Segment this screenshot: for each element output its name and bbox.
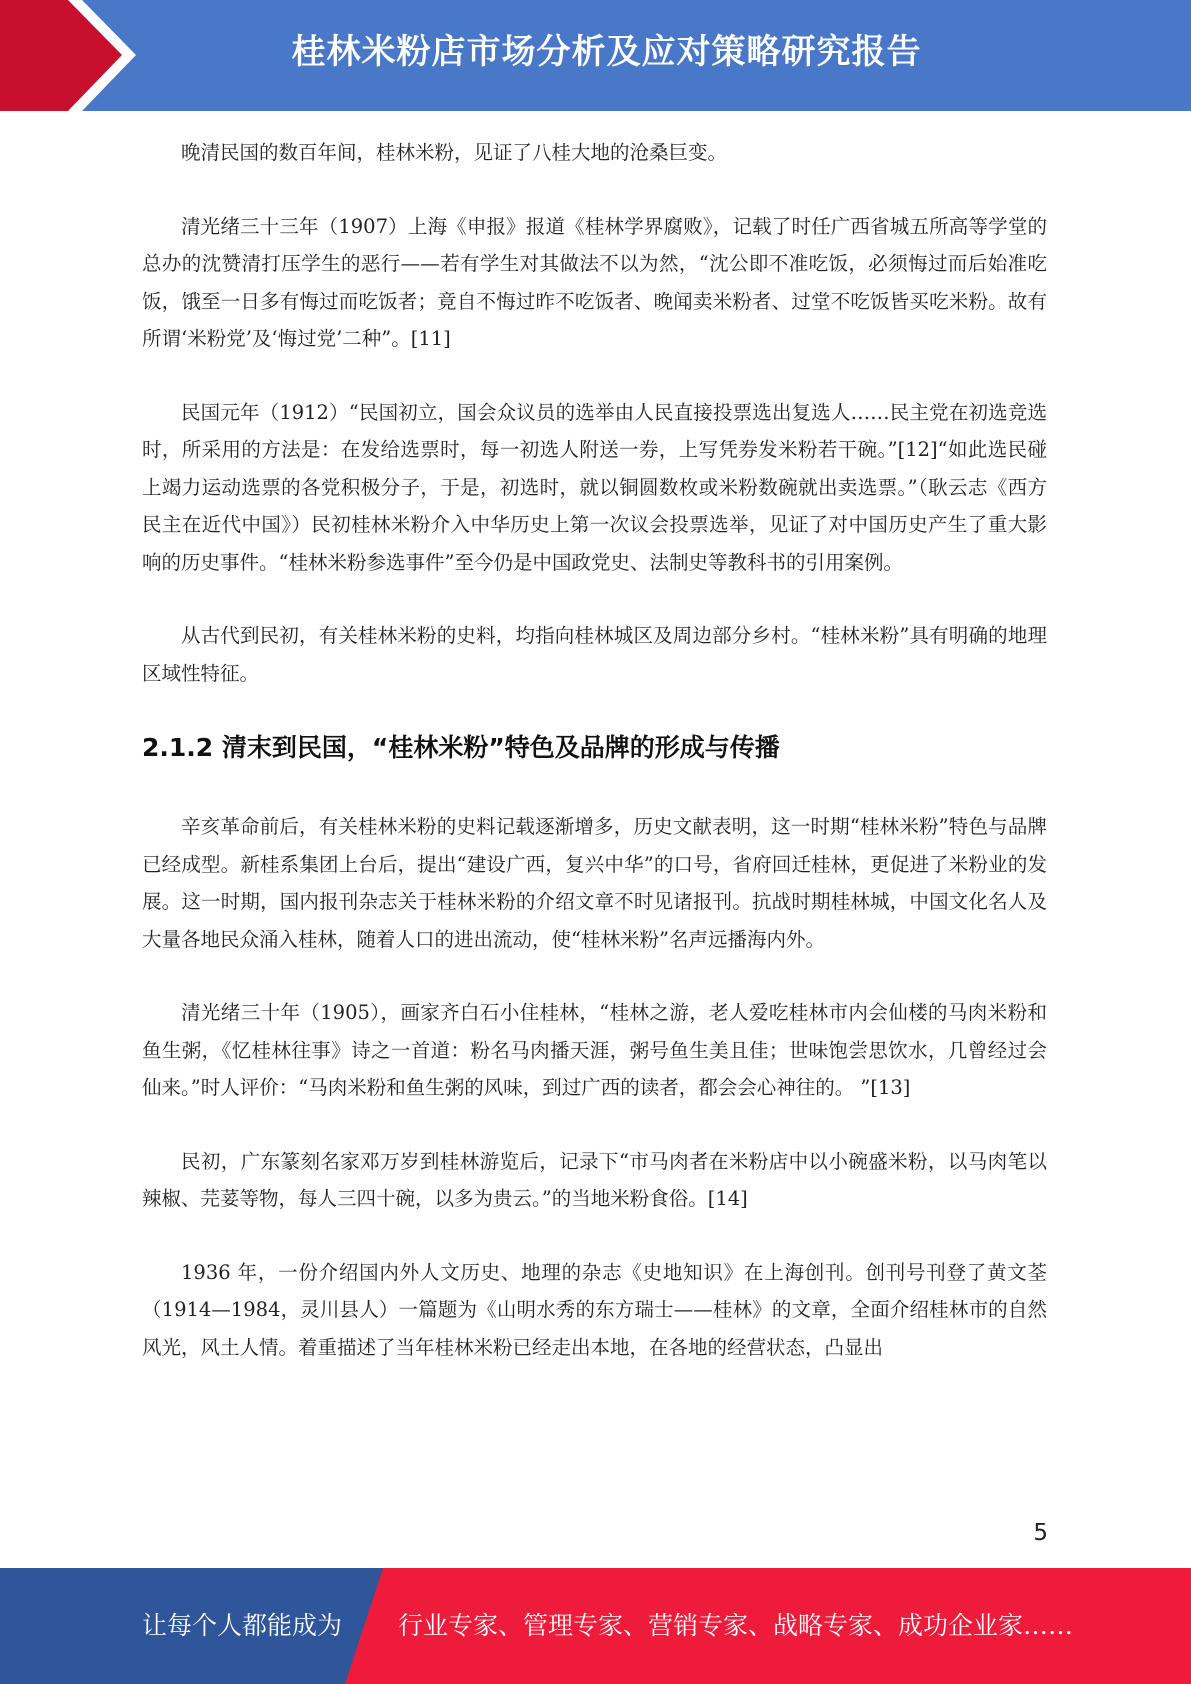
paragraph: 从古代到民初，有关桂林米粉的史料，均指向桂林城区及周边部分乡村。“桂林米粉”具有明确的地理区域性特征。 bbox=[142, 624, 1047, 685]
paragraph: 清光绪三十年（1905），画家齐白石小住桂林，“桂林之游，老人爱吃桂林市内会仙楼的马肉米粉和鱼生粥，《忆桂林往事》诗之一首道：粉名马肉播天涯，粥号鱼生美且佳；世味饱尝思饮水，几曾经过会仙来。”时人评价：“马肉米粉和鱼生粥的风味，到过广西的读者，都会会心神往的。 ”[13] bbox=[142, 1001, 1047, 1099]
paragraph: 1936 年，一份介绍国内外人文历史、地理的杂志《史地知识》在上海创刊。创刊号刊登了黄文荃（1914—1984，灵川县人）一篇题为《山明水秀的东方瑞士——桂林》的文章，全面介绍桂林市的自然风光，风土人情。着重描述了当年桂林米粉已经走出本地，在各地的经营状态，凸显出 bbox=[142, 1260, 1047, 1359]
section-heading: 2.1.2 清末到民国，“桂林米粉”特色及品牌的形成与传播 bbox=[142, 733, 780, 762]
page-number: 5 bbox=[1033, 1520, 1048, 1546]
footer-slogan-left: 让每个人都能成为 bbox=[142, 1611, 343, 1640]
footer-banner bbox=[0, 1568, 1191, 1684]
paragraph: 晚清民国的数百年间，桂林米粉，见证了八桂大地的沧桑巨变。 bbox=[181, 141, 728, 164]
paragraph: 辛亥革命前后，有关桂林米粉的史料记载逐渐增多，历史文献表明，这一时期“桂林米粉”特色与品牌已经成型。新桂系集团上台后，提出“建设广西，复兴中华”的口号，省府回迁桂林，更促进了米粉业的发展。这一时期，国内报刊杂志关于桂林米粉的介绍文章不时见诸报刊。抗战时期桂林城，中国文化名人及大量各地民众涌入桂林，随着人口的进出流动，使“桂林米粉”名声远播海内外。 bbox=[142, 815, 1047, 951]
document-body bbox=[142, 134, 1047, 1402]
header-banner bbox=[0, 0, 1191, 111]
paragraph: 民国元年（1912）“民国初立，国会众议员的选举由人民直接投票选出复选人……民主党在初选竞选时，所采用的方法是：在发给选票时，每一初选人附送一券，上写凭券发米粉若干碗。”[12]“如此选民碰上竭力运动选票的各党积极分子，于是，初选时，就以铜圆数枚或米粉数碗就出卖选票。”（耿云志《西方民主在近代中国》）民初桂林米粉介入中华历史上第一次议会投票选举，见证了对中国历史产生了重大影响的历史事件。“桂林米粉参选事件”至今仍是中国政党史、法制史等教科书的引用案例。 bbox=[142, 400, 1047, 574]
footer-slogan-right: 行业专家、管理专家、营销专家、战略专家、成功企业家…… bbox=[398, 1611, 1074, 1640]
paragraph: 民初，广东篆刻名家邓万岁到桂林游览后，记录下“市马肉者在米粉店中以小碗盛米粉，以马肉笔以辣椒、芫荽等物，每人三四十碗，以多为贵云。”的当地米粉食俗。[14] bbox=[142, 1149, 1047, 1210]
paragraph: 清光绪三十三年（1907）上海《申报》报道《桂林学界腐败》，记载了时任广西省城五所高等学堂的总办的沈赞清打压学生的恶行——若有学生对其做法不以为然，“沈公即不准吃饭，必须悔过而后始准吃饭，饿至一日多有悔过而吃饭者；竟自不悔过昨不吃饭者、晚闻卖米粉者、过堂不吃饭皆买吃米粉。故有所谓‘米粉党’及‘悔过党’二种”。[11] bbox=[142, 214, 1047, 350]
report-title: 桂林米粉店市场分析及应对策略研究报告 bbox=[291, 32, 922, 72]
